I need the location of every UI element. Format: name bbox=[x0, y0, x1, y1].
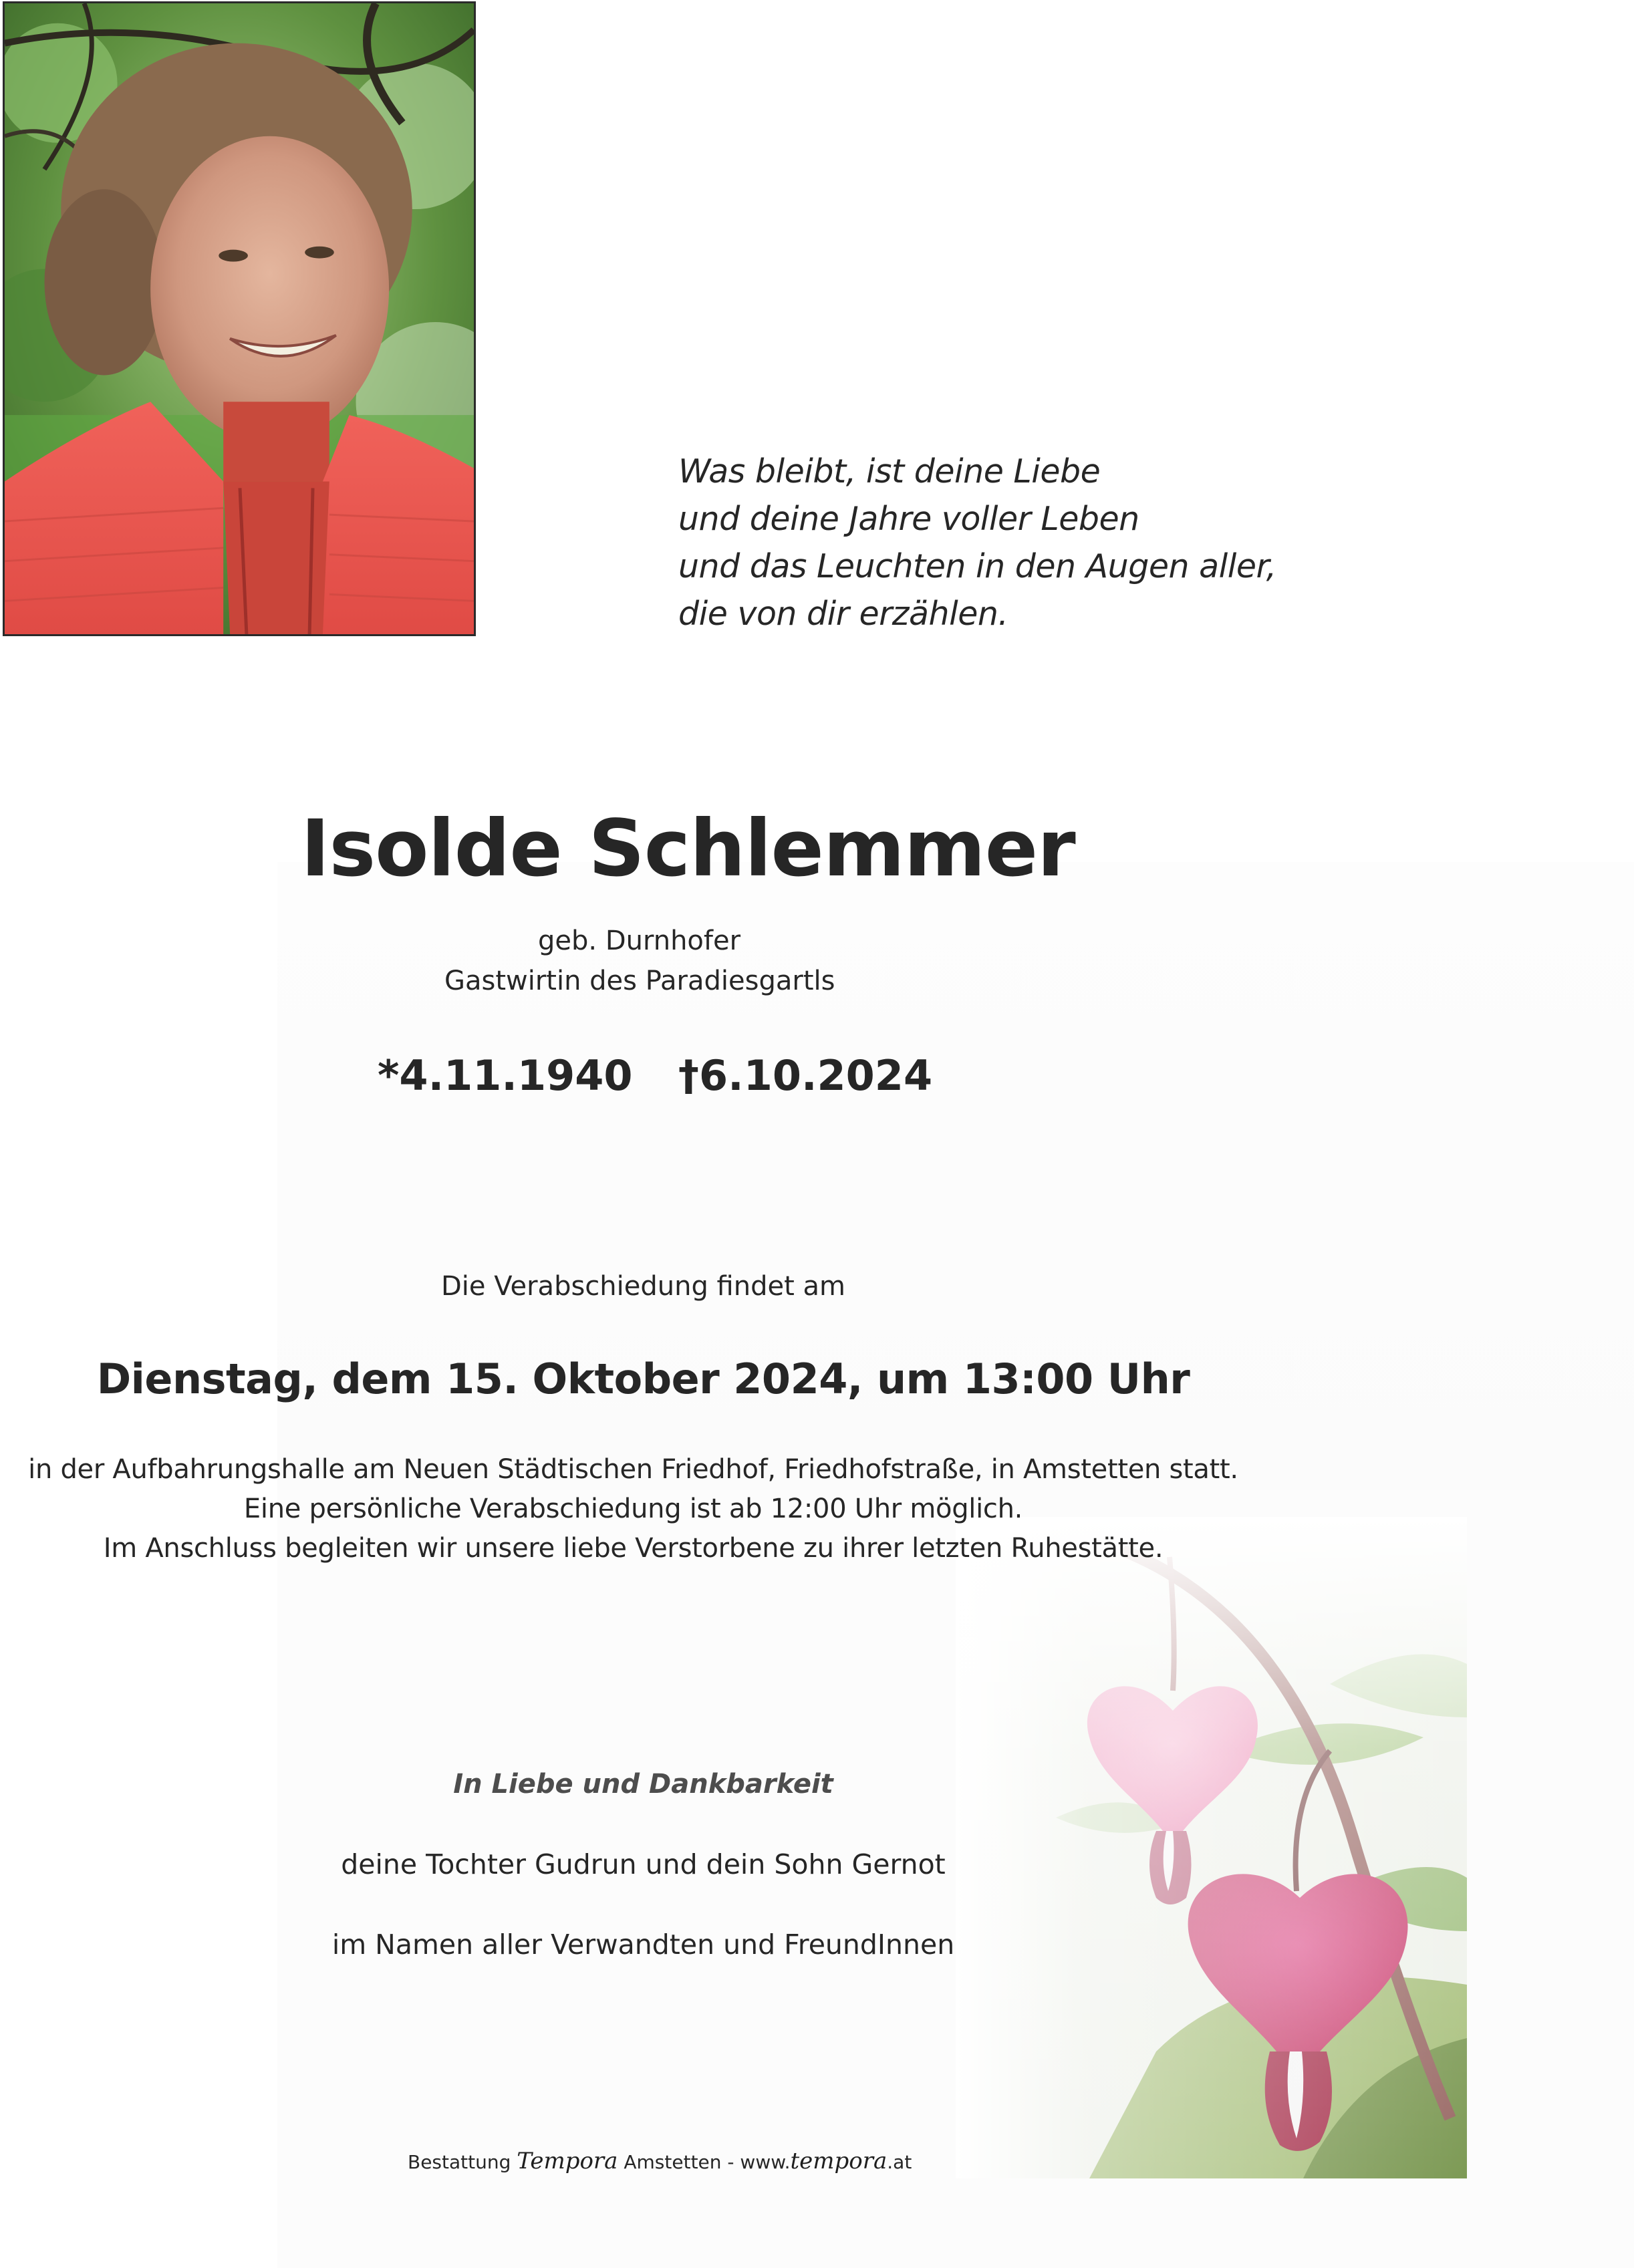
deceased-name: Isolde Schlemmer bbox=[301, 803, 1075, 894]
death-date: †6.10.2024 bbox=[678, 1051, 933, 1100]
footer-tld[interactable]: .at bbox=[887, 2151, 912, 2173]
funeral-home-footer bbox=[408, 2145, 912, 2178]
ceremony-location: in der Aufbahrungshalle am Neuen Städtischen Friedhof, Friedhofstraße, in Amstetten statt. bbox=[28, 1454, 1238, 1485]
funeral-home-logo: Tempora bbox=[517, 2148, 618, 2174]
footer-prefix: Bestattung bbox=[408, 2151, 511, 2173]
closing-title: In Liebe und Dankbarkeit bbox=[453, 1769, 833, 1800]
footer-domain-brand[interactable]: tempora bbox=[790, 2148, 888, 2174]
portrait-photo bbox=[3, 1, 476, 636]
memorial-poem bbox=[678, 448, 1276, 637]
poem-line: und das Leuchten in den Augen aller, bbox=[678, 547, 1276, 585]
occupation: Gastwirtin des Paradiesgartls bbox=[444, 966, 835, 996]
portrait-image bbox=[5, 3, 474, 634]
footer-location[interactable]: Amstetten - www. bbox=[624, 2151, 791, 2173]
ceremony-details bbox=[0, 1450, 1266, 1568]
on-behalf-of: im Namen aller Verwandten und FreundInnen bbox=[331, 1929, 955, 1961]
ceremony-viewing-time: Eine persönliche Verabschiedung ist ab 12:00 Uhr möglich. bbox=[243, 1494, 1023, 1524]
poem-line: und deine Jahre voller Leben bbox=[678, 500, 1139, 538]
maiden-name: geb. Durnhofer bbox=[538, 926, 741, 956]
farewell-datetime: Dienstag, dem 15. Oktober 2024, um 13:00 Uhr bbox=[96, 1355, 1190, 1403]
ceremony-burial-note: Im Anschluss begleiten wir unsere liebe Verstorbene zu ihrer letzten Ruhestätte. bbox=[103, 1533, 1164, 1564]
farewell-intro: Die Verabschiedung findet am bbox=[441, 1271, 845, 1302]
birth-date: *4.11.1940 bbox=[378, 1051, 633, 1100]
mourners: deine Tochter Gudrun und dein Sohn Gernot bbox=[341, 1848, 946, 1880]
poem-line: die von dir erzählen. bbox=[678, 595, 1008, 633]
poem-line: Was bleibt, ist deine Liebe bbox=[678, 452, 1101, 490]
